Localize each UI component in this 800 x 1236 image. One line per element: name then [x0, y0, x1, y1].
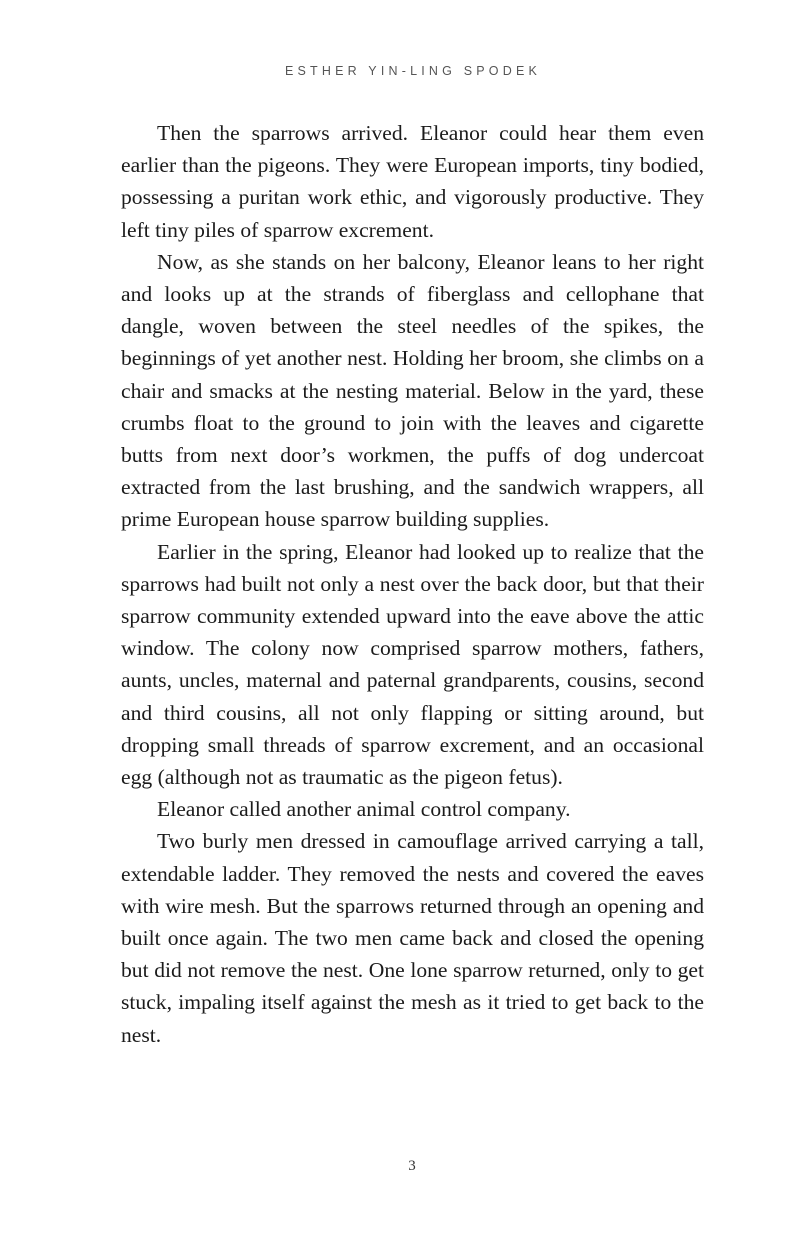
paragraph-3: Earlier in the spring, Eleanor had looked up to realize that the sparrows had built not only a nest over the back door, but that their sparrow community extended upward into the eave above the attic window. The colony now comprised sparrow mothers, fathers, aunts, uncles, maternal and paternal grandparents, cousins, second and third cousins, all not only flapping or sitting around, but dropping small threads of sparrow excrement, and an occasional egg (although not as traumatic as the pigeon fetus).	[121, 539, 704, 790]
page-number: 3	[408, 1158, 416, 1174]
paragraph-5: Two burly men dressed in camouflage arrived carrying a tall, extendable ladder. They removed the nests and covered the eaves with wire mesh. But the sparrows returned through an opening and built once again. The two men came back and closed the opening but did not remove the nest. One lone sparrow returned, only to get stuck, impaling itself against the mesh as it tried to get back to the nest.	[121, 829, 704, 1047]
running-header-author: ESTHER YIN-LING SPODEK	[284, 64, 542, 78]
body-text	[121, 117, 704, 1051]
paragraph-2: Now, as she stands on her balcony, Eleanor leans to her right and looks up at the strands of fiberglass and cellophane that dangle, woven between the steel needles of the spikes, the beginnings of yet another nest. Holding her broom, she climbs on a chair and smacks at the nesting material. Below in the yard, these crumbs float to the ground to join with the leaves and cigarette butts from next door’s workmen, the puffs of dog undercoat extracted from the last brushing, and the sandwich wrappers, all prime European house sparrow building supplies.	[121, 249, 704, 532]
paragraph-4: Eleanor called another animal control company.	[157, 797, 571, 822]
paragraph-1: Then the sparrows arrived. Eleanor could hear them even earlier than the pigeons. They were European imports, tiny bodied, possessing a puritan work ethic, and vigorously productive. They left tiny piles of sparrow excrement.	[121, 121, 704, 242]
